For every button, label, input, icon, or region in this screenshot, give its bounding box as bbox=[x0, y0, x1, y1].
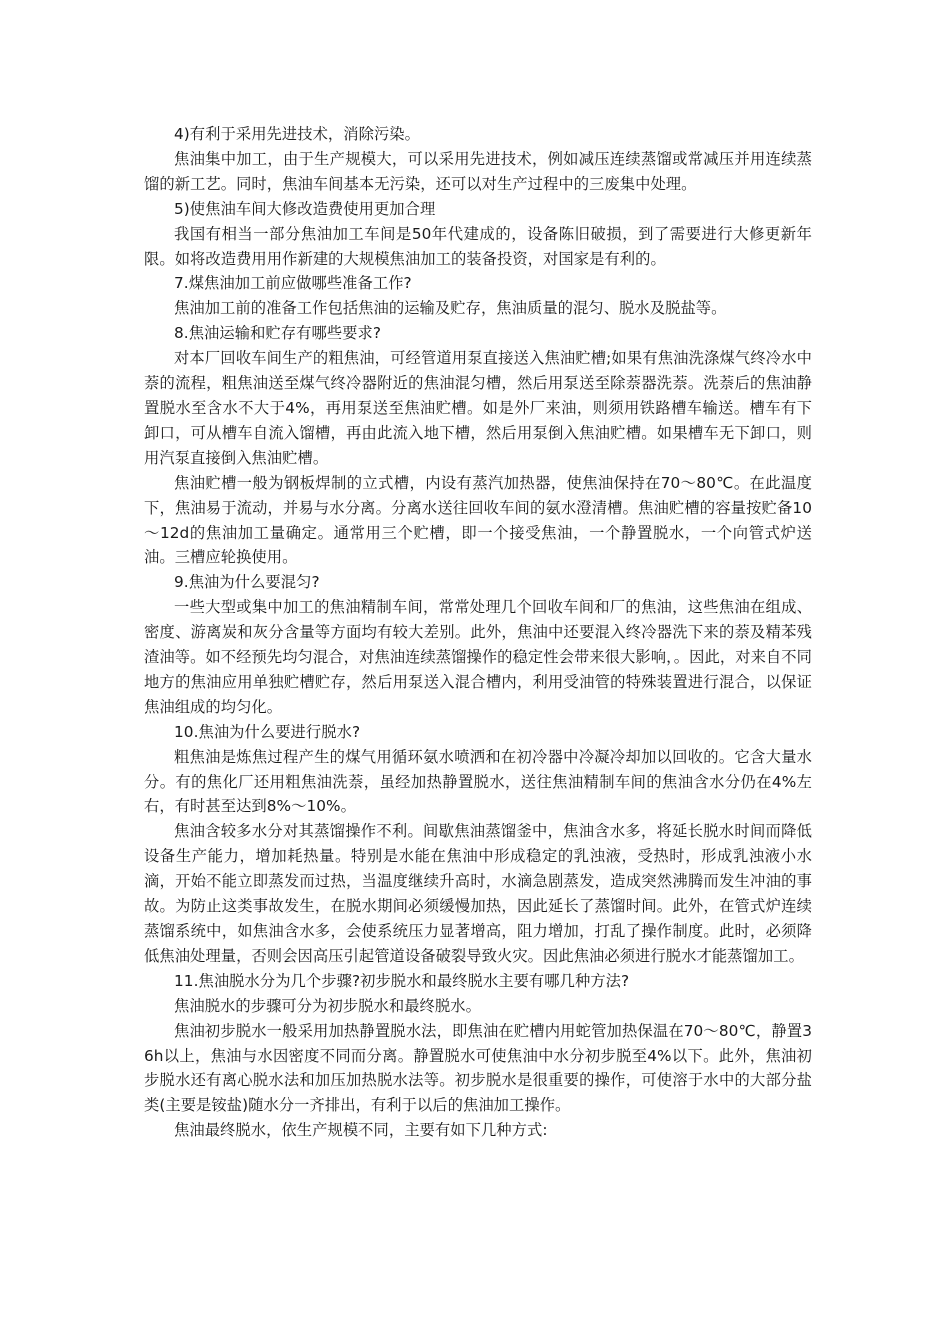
body-paragraph: 焦油集中加工，由于生产规模大，可以采用先进技术，例如减压连续蒸馏或常减压并用连续蒸馏的新工艺。同时，焦油车间基本无污染，还可以对生产过程中的三废集中处理。 bbox=[144, 149, 812, 193]
body-paragraph: 焦油脱水的步骤可分为初步脱水和最终脱水。 bbox=[174, 996, 481, 1015]
question-heading: 7.煤焦油加工前应做哪些准备工作? bbox=[174, 274, 412, 293]
body-paragraph: 焦油贮槽一般为钢板焊制的立式槽，内设有蒸汽加热器，使焦油保持在70～80℃。在此温度下，焦油易于流动，并易与水分离。分离水送往回收车间的氨水澄清槽。焦油贮槽的容量按贮备10～12d的焦油加工量确定。通常用三个贮槽，即一个接受焦油，一个静置脱水，一个向管式炉送油。三槽应轮换使用。 bbox=[144, 473, 812, 567]
question-heading: 9.焦油为什么要混匀? bbox=[174, 573, 320, 592]
body-paragraph: 焦油最终脱水，依生产规模不同，主要有如下几种方式: bbox=[174, 1121, 548, 1140]
body-paragraph: 粗焦油是炼焦过程产生的煤气用循环氨水喷洒和在初冷器中冷凝冷却加以回收的。它含大量水分。有的焦化厂还用粗焦油洗萘，虽经加热静置脱水，送往焦油精制车间的焦油含水分仍在4%左右，有时甚至达到8%～10%。 bbox=[144, 747, 812, 816]
document-body bbox=[144, 122, 812, 1143]
section-heading: 4)有利于采用先进技术，消除污染。 bbox=[174, 125, 421, 143]
body-paragraph: 我国有相当一部分焦油加工车间是50年代建成的，设备陈旧破损，到了需要进行大修更新年限。如将改造费用用作新建的大规模焦油加工的装备投资，对国家是有利的。 bbox=[144, 224, 812, 268]
body-paragraph: 焦油加工前的准备工作包括焦油的运输及贮存，焦油质量的混匀、脱水及脱盐等。 bbox=[174, 299, 727, 318]
body-paragraph: 焦油含较多水分对其蒸馏操作不利。间歇焦油蒸馏釜中，焦油含水多，将延长脱水时间而降低设备生产能力，增加耗热量。特别是水能在焦油中形成稳定的乳浊液，受热时，形成乳浊液小水滴，开始不能立即蒸发而过热，当温度继续升高时，水滴急剧蒸发，造成突然沸腾而发生冲油的事故。为防止这类事故发生，在脱水期间必须缓慢加热，因此延长了蒸馏时间。此外，在管式炉连续蒸馏系统中，如焦油含水多，会使系统压力显著增高，阻力增加，打乱了操作制度。此时，必须降低焦油处理量，否则会因高压引起管道设备破裂导致火灾。因此焦油必须进行脱水才能蒸馏加工。 bbox=[144, 822, 812, 965]
body-paragraph: 对本厂回收车间生产的粗焦油，可经管道用泵直接送入焦油贮槽;如果有焦油洗涤煤气终冷水中萘的流程，粗焦油送至煤气终冷器附近的焦油混匀槽，然后用泵送至除萘器洗萘。洗萘后的焦油静置脱水至含水不大于4%，再用泵送至焦油贮槽。如是外厂来油，则须用铁路槽车输送。槽车有下卸口，可从槽车自流入馏槽，再由此流入地下槽，然后用泵倒入焦油贮槽。如果槽车无下卸口，则用汽泵直接倒入焦油贮槽。 bbox=[144, 349, 812, 467]
body-paragraph: 焦油初步脱水一般采用加热静置脱水法，即焦油在贮槽内用蛇管加热保温在70～80℃，静置36h以上，焦油与水因密度不同而分离。静置脱水可使焦油中水分初步脱至4%以下。此外，焦油初步脱水还有离心脱水法和加压加热脱水法等。初步脱水是很重要的操作，可使溶于水中的大部分盐类(主要是铵盐)随水分一齐排出，有利于以后的焦油加工操作。 bbox=[144, 1021, 812, 1115]
question-heading: 11.焦油脱水分为几个步骤?初步脱水和最终脱水主要有哪几种方法? bbox=[174, 971, 630, 990]
body-paragraph: 一些大型或集中加工的焦油精制车间，常常处理几个回收车间和厂的焦油，这些焦油在组成、密度、游离炭和灰分含量等方面均有较大差别。此外，焦油中还要混入终冷器洗下来的萘及精苯残渣油等。如不经预先均匀混合，对焦油连续蒸馏操作的稳定性会带来很大影响，。因此，对来自不同地方的焦油应用单独贮槽贮存，然后用泵送入混合槽内，利用受油管的特殊装置进行混合，以保证焦油组成的均匀化。 bbox=[144, 598, 812, 716]
question-heading: 10.焦油为什么要进行脱水? bbox=[174, 722, 361, 741]
question-heading: 8.焦油运输和贮存有哪些要求? bbox=[174, 324, 382, 343]
section-heading: 5)使焦油车间大修改造费使用更加合理 bbox=[174, 199, 436, 218]
